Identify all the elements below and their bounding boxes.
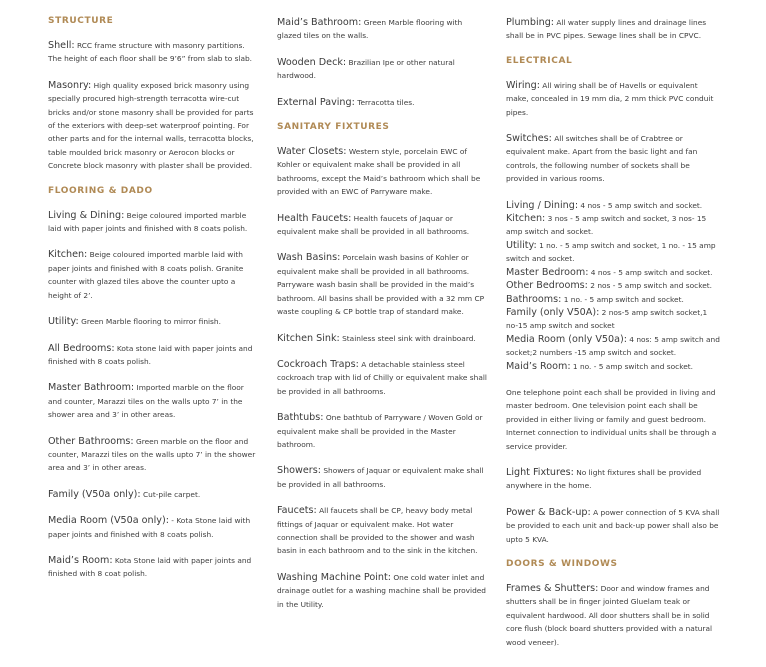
spec-label: Kitchen: — [506, 213, 546, 225]
spec-label: Kitchen: — [48, 249, 88, 261]
socket-line — [506, 333, 721, 360]
spec-label: External Paving: — [277, 96, 355, 108]
spec-text: One bathtub of Parryware / Woven Gold or equivalent make shall be provided in the Master bathroom. — [277, 413, 483, 449]
spec-text: 1 no. - 5 amp switch and socket, 1 no. - 15 amp switch and socket. — [506, 240, 716, 264]
spec-text: Door and window frames and shutters shall be in finger jointed Gluelam teak or equivalent hardwood. All door shutters shall be in solid core flush (block board shutters provided with a natural wood veneer). — [506, 584, 713, 647]
spec-text: 4 nos - 5 amp switch and socket. — [578, 200, 703, 210]
spec-label: Other Bedrooms: — [506, 280, 588, 292]
spec-paragraph — [506, 386, 721, 453]
spec-label: Maid’s Room: — [48, 554, 113, 566]
spec-text: A detachable stainless steel cockroach trap with lid of Chilly or equivalent make shall be provided in all bathrooms. — [277, 359, 487, 396]
spec-label: Washing Machine Point: — [277, 571, 391, 583]
spec-column-1 — [48, 16, 258, 594]
spacer — [506, 373, 721, 386]
socket-line — [506, 199, 721, 212]
spec-text: One cold water inlet and drainage outlet for a washing machine shall be provided in the Utility. — [277, 572, 487, 609]
spec-paragraph — [48, 79, 258, 173]
spec-label: Kitchen Sink: — [277, 332, 340, 344]
spec-label: Shell: — [48, 40, 75, 51]
spec-paragraph — [48, 554, 258, 581]
spec-text: Western style, porcelain EWC of Kohler or equivalent make shall be provided in all bathrooms, except the Maid’s bathroom which shall be provided with an EWC of Parryware make. — [277, 147, 481, 197]
spec-paragraph — [277, 571, 487, 611]
spec-label: Faucets: — [277, 505, 317, 517]
spec-label: Utility: — [506, 239, 537, 251]
spec-text: All water supply lines and drainage lines shall be in PVC pipes. Sewage lines shall be in CPVC. — [506, 18, 707, 41]
spec-text: Green Marble flooring with glazed tiles on the walls. — [277, 18, 463, 41]
spec-text: Green marble on the floor and counter, Marazzi tiles on the walls upto 7’ in the shower area and 3’ in other areas. — [48, 436, 256, 473]
spec-paragraph — [277, 504, 487, 558]
spec-text: Stainless steel sink with drainboard. — [339, 333, 476, 343]
socket-line — [506, 212, 721, 239]
spec-paragraph — [48, 315, 258, 328]
spec-paragraph — [48, 435, 258, 475]
spec-paragraph — [48, 488, 258, 501]
spec-paragraph — [506, 466, 721, 493]
spec-label: Plumbing: — [506, 17, 555, 28]
spec-label: Frames & Shutters: — [506, 583, 599, 594]
spec-paragraph — [277, 212, 487, 239]
spec-label: Health Faucets: — [277, 212, 352, 224]
spec-paragraph — [277, 145, 487, 199]
spec-paragraph — [277, 358, 487, 398]
spec-text: 4 nos - 5 amp switch and socket. — [588, 267, 713, 277]
spec-label: Media Room (V50a only): — [48, 515, 169, 527]
spec-text: 2 nos-5 amp switch socket,1 no-15 amp switch and socket — [506, 307, 708, 331]
spec-label: Switches: — [506, 133, 552, 145]
spec-paragraph — [506, 582, 721, 649]
spec-text: All switches shall be of Crabtree or equivalent make. Apart from the basic light and fan controls, the following number of sockets shall be provided in various rooms. — [506, 134, 698, 184]
spec-text: Health faucets of Jaquar or equivalent make shall be provided in all bathrooms. — [277, 213, 470, 237]
spec-text: Imported marble on the floor and counter, Marazzi tiles on the walls upto 7’ in the shower area and 3’ in other areas. — [48, 383, 244, 420]
spec-text: RCC frame structure with masonry partitions. The height of each floor shall be 9’6” from slab to slab. — [48, 41, 253, 64]
spec-text: Kota Stone laid with paper joints and finished with 8 coat polish. — [48, 555, 252, 579]
spec-text: Cut-pile carpet. — [140, 489, 201, 499]
spec-paragraph — [277, 56, 487, 83]
section-heading: ELECTRICAL — [506, 55, 573, 66]
spec-text: Green Marble flooring to mirror finish. — [78, 317, 221, 327]
socket-line — [506, 293, 721, 306]
spec-paragraph — [48, 248, 258, 302]
spec-text: - Kota Stone laid with paper joints and finished with 8 coats polish. — [48, 516, 251, 539]
spec-label: Master Bedroom: — [506, 266, 589, 278]
spec-column-2 — [277, 16, 487, 624]
spec-paragraph — [48, 39, 258, 66]
spec-paragraph — [48, 209, 258, 236]
spec-label: Utility: — [48, 316, 79, 328]
spec-label: Bathrooms: — [506, 293, 562, 305]
spec-paragraph — [48, 342, 258, 369]
spec-label: Family (V50a only): — [48, 488, 141, 500]
spec-label: Living / Dining: — [506, 199, 579, 211]
spec-text: Kota stone laid with paper joints and finished with 8 coats polish. — [48, 343, 253, 366]
spec-text: All faucets shall be CP, heavy body metal fittings of Jaquar or equivalent make. Hot water connection shall be provided to the shower and wash basin in each bathroom and to the sink in the kitchen. — [277, 506, 478, 556]
spec-label: Master Bathroom: — [48, 382, 135, 394]
spec-text: 2 nos - 5 amp switch and socket. — [587, 281, 713, 291]
spec-text: No light fixtures shall be provided anywhere in the home. — [506, 467, 702, 491]
section-heading: STRUCTURE — [48, 16, 114, 26]
spec-paragraph — [506, 132, 721, 186]
spec-text: A power connection of 5 KVA shall be provided to each unit and back-up power shall also be upto 5 KVA. — [506, 507, 720, 544]
spec-label: Wiring: — [506, 79, 540, 91]
spec-paragraph — [48, 381, 258, 421]
spec-text: Brazilian Ipe or other natural hardwood. — [277, 57, 455, 81]
section-heading: DOORS & WINDOWS — [506, 559, 618, 569]
socket-line — [506, 360, 721, 373]
socket-line — [506, 266, 721, 279]
spec-label: Living & Dining: — [48, 209, 125, 221]
spec-paragraph — [277, 16, 487, 43]
section-heading: SANITARY FIXTURES — [277, 122, 390, 133]
spec-label: Masonry: — [48, 79, 92, 91]
spec-label: Bathtubs: — [277, 412, 324, 424]
spec-column-3 — [506, 16, 721, 662]
spec-text: Beige coloured imported marble laid with paper joints and finished with 8 coats polish. Granite counter with glazed tiles above the counter upto a height of 2’. — [48, 250, 244, 300]
spec-text: Terracotta tiles. — [354, 97, 415, 107]
spec-paragraph — [277, 332, 487, 345]
spec-label: Maid’s Room: — [506, 360, 571, 372]
spec-label: All Bedrooms: — [48, 342, 115, 354]
spec-label: Family (only V50A): — [506, 306, 600, 318]
spec-text: Showers of Jaquar or equivalent make shall be provided in all bathrooms. — [277, 466, 484, 489]
spec-label: Light Fixtures: — [506, 466, 574, 478]
section-heading: FLOORING & DADO — [48, 185, 153, 196]
spec-text: All wiring shall be of Havells or equivalent make, concealed in 19 mm dia, 2 mm thick PVC conduit pipes. — [506, 80, 714, 117]
spec-label: Showers: — [277, 465, 321, 477]
spec-text: 4 nos: 5 amp switch and socket;2 numbers -15 amp switch and socket. — [506, 334, 720, 358]
spec-text: 1 no. - 5 amp switch and socket. — [570, 361, 694, 371]
socket-line — [506, 279, 721, 292]
spec-label: Media Room (only V50a): — [506, 333, 627, 345]
socket-line — [506, 239, 721, 266]
spec-label: Maid’s Bathroom: — [277, 17, 362, 28]
spec-label: Other Bathrooms: — [48, 435, 134, 447]
spec-paragraph — [277, 411, 487, 451]
spec-paragraph — [506, 79, 721, 119]
spec-paragraph — [277, 251, 487, 318]
spec-label: Cockroach Traps: — [277, 358, 359, 370]
spec-text: One telephone point each shall be provided in living and master bedroom. One television point each shall be provided in either living or family and guest bedroom. Internet connection to individual units shall be through a service provider. — [506, 387, 717, 451]
spec-text: Beige coloured imported marble laid with paper joints and finished with 8 coats polish. — [48, 210, 248, 234]
spec-label: Wooden Deck: — [277, 56, 347, 68]
spec-paragraph — [277, 464, 487, 491]
spec-paragraph — [277, 96, 487, 109]
spec-paragraph — [48, 514, 258, 541]
spec-paragraph — [506, 506, 721, 546]
spec-text: 3 nos - 5 amp switch and socket, 3 nos- 15 amp switch and socket. — [506, 214, 707, 237]
spec-label: Power & Back-up: — [506, 506, 591, 518]
spec-paragraph — [506, 16, 721, 43]
spec-text: Porcelain wash basins of Kohler or equivalent make shall be provided in all bathrooms. Parryware wash basin shall be provided in the maid’s bathroom. All basins shall be provided with a 32 mm CP waste coupling & CP bottle trap of standard make. — [277, 253, 485, 317]
spec-label: Wash Basins: — [277, 252, 341, 264]
spec-text: 1 no. - 5 amp switch and socket. — [561, 294, 684, 304]
spec-label: Water Closets: — [277, 146, 347, 158]
spec-text: High quality exposed brick masonry using specially procured high-strength terracotta wire-cut bricks and/or stone masonry shall be provided for parts of the exteriors with deep-set waterproof pointing. For other parts and for the internal walls, terracotta blocks, table moulded brick masonry or Aerocon blocks or Concrete block masonry with plaster shall be provided. — [48, 80, 254, 171]
socket-line — [506, 306, 721, 333]
